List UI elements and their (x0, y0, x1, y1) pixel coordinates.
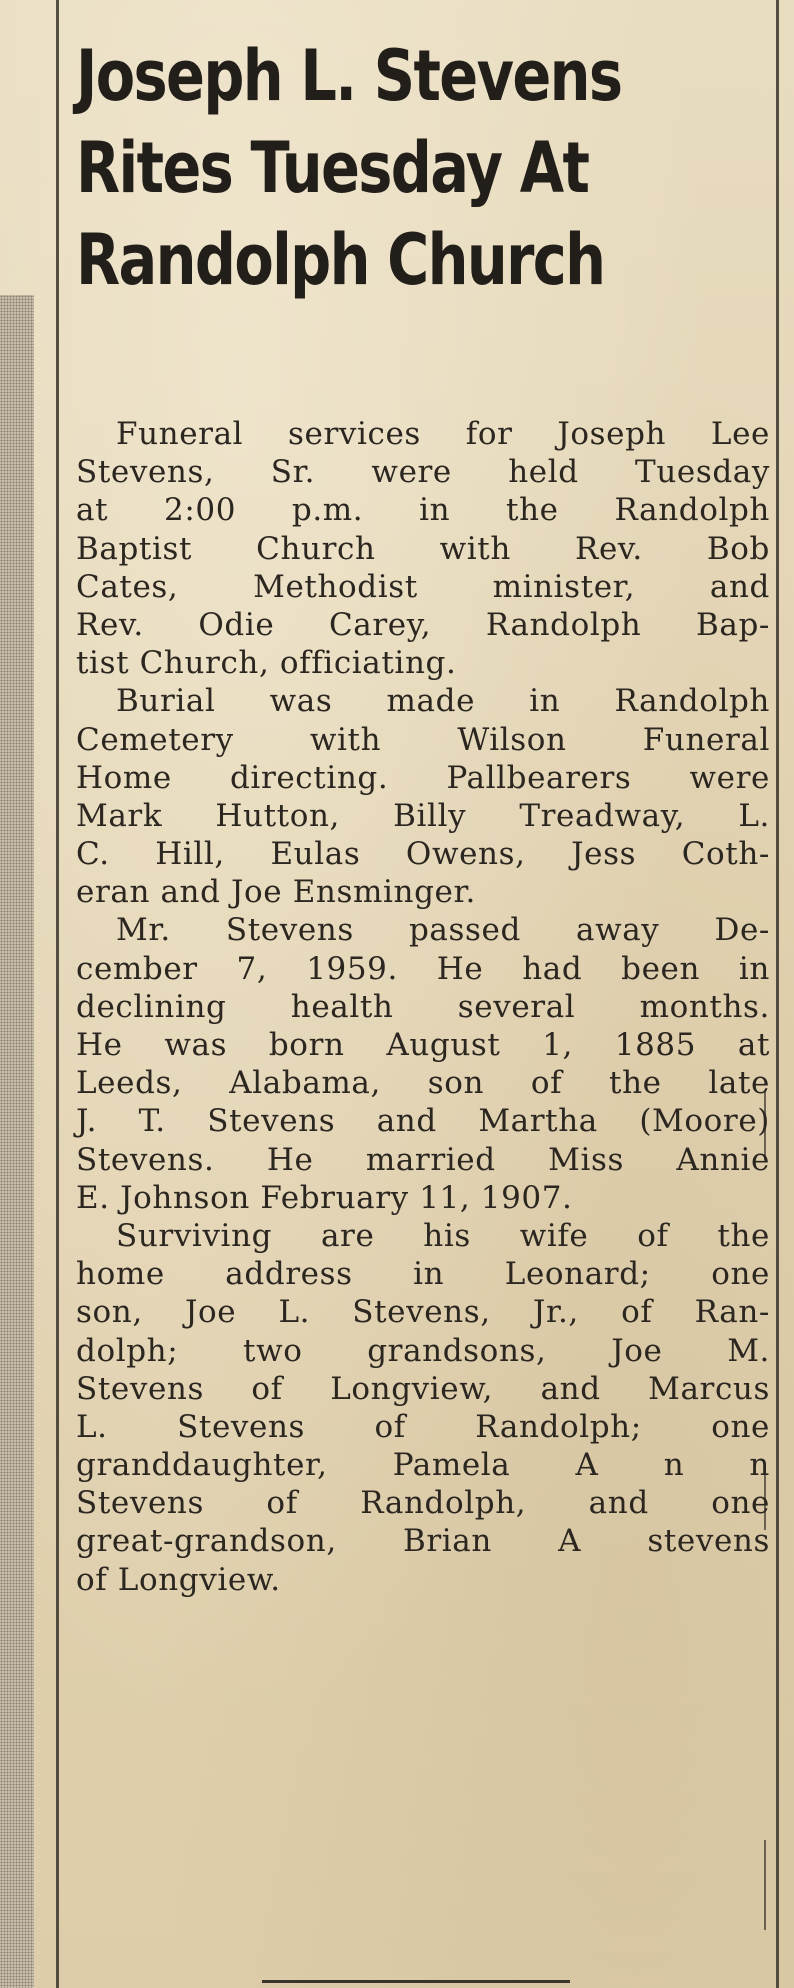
text-line: Baptist Church with Rev. Bob (76, 530, 770, 567)
paragraph-biography (76, 911, 770, 1217)
text-line: home address in Leonard; one (76, 1256, 770, 1293)
article-headline (76, 30, 645, 306)
text-line: Leeds, Alabama, son of the late (76, 1065, 770, 1102)
text-line: Cates, Methodist minister, and (76, 568, 770, 605)
text-line: Stevens of Longview, and Marcus (76, 1370, 770, 1407)
column-rule-left (56, 0, 59, 1988)
text-line: Cemetery with Wilson Funeral (76, 721, 770, 758)
text-line: dolph; two grandsons, Joe M. (76, 1332, 770, 1369)
text-line: Rev. Odie Carey, Randolph Bap- (76, 606, 770, 643)
text-line: L. Stevens of Randolph; one (76, 1408, 770, 1445)
text-line: He was born August 1, 1885 at (76, 1027, 770, 1063)
text-line: Surviving are his wife of the (116, 1217, 770, 1254)
text-line: tist Church, officiating. (76, 645, 457, 682)
text-line: Burial was made in Randolph (116, 683, 770, 720)
text-line: Stevens. He married Miss Annie (76, 1141, 770, 1178)
text-line: C. Hill, Eulas Owens, Jess Coth- (76, 836, 770, 873)
text-line: Mr. Stevens passed away De- (116, 912, 770, 949)
text-line: great-grandson, Brian A stevens (76, 1523, 770, 1560)
paragraph-funeral-services (76, 415, 770, 682)
article-column (76, 30, 770, 1598)
text-line: of Longview. (76, 1561, 281, 1598)
headline-line: Randolph Church (76, 219, 605, 301)
text-line: eran and Joe Ensminger. (76, 874, 476, 911)
text-line: J. T. Stevens and Martha (Moore) (76, 1103, 770, 1140)
article-body (76, 415, 770, 1599)
text-line: at 2:00 p.m. in the Randolph (76, 492, 770, 529)
headline-line: Rites Tuesday At (76, 127, 589, 209)
text-line: declining health several months. (76, 988, 770, 1025)
paragraph-survivors (76, 1217, 770, 1599)
end-of-article-rule (262, 1980, 570, 1983)
headline-line: Joseph L. Stevens (76, 35, 622, 117)
paragraph-burial (76, 682, 770, 911)
text-line: Mark Hutton, Billy Treadway, L. (76, 797, 770, 834)
text-line: Stevens, Sr. were held Tuesday (76, 454, 770, 491)
column-rule-right (776, 0, 779, 1988)
text-line: granddaughter, Pamela A n n (76, 1447, 770, 1484)
text-line: Stevens of Randolph, and one (76, 1485, 770, 1522)
text-line: E. Johnson February 11, 1907. (76, 1179, 573, 1216)
text-line: son, Joe L. Stevens, Jr., of Ran- (76, 1294, 770, 1331)
column-rule-fragment (764, 1840, 766, 1930)
text-line: cember 7, 1959. He had been in (76, 950, 770, 987)
adjacent-column-halftone (0, 295, 34, 1988)
text-line: Home directing. Pallbearers were (76, 759, 770, 796)
text-line: Funeral services for Joseph Lee (116, 416, 770, 452)
